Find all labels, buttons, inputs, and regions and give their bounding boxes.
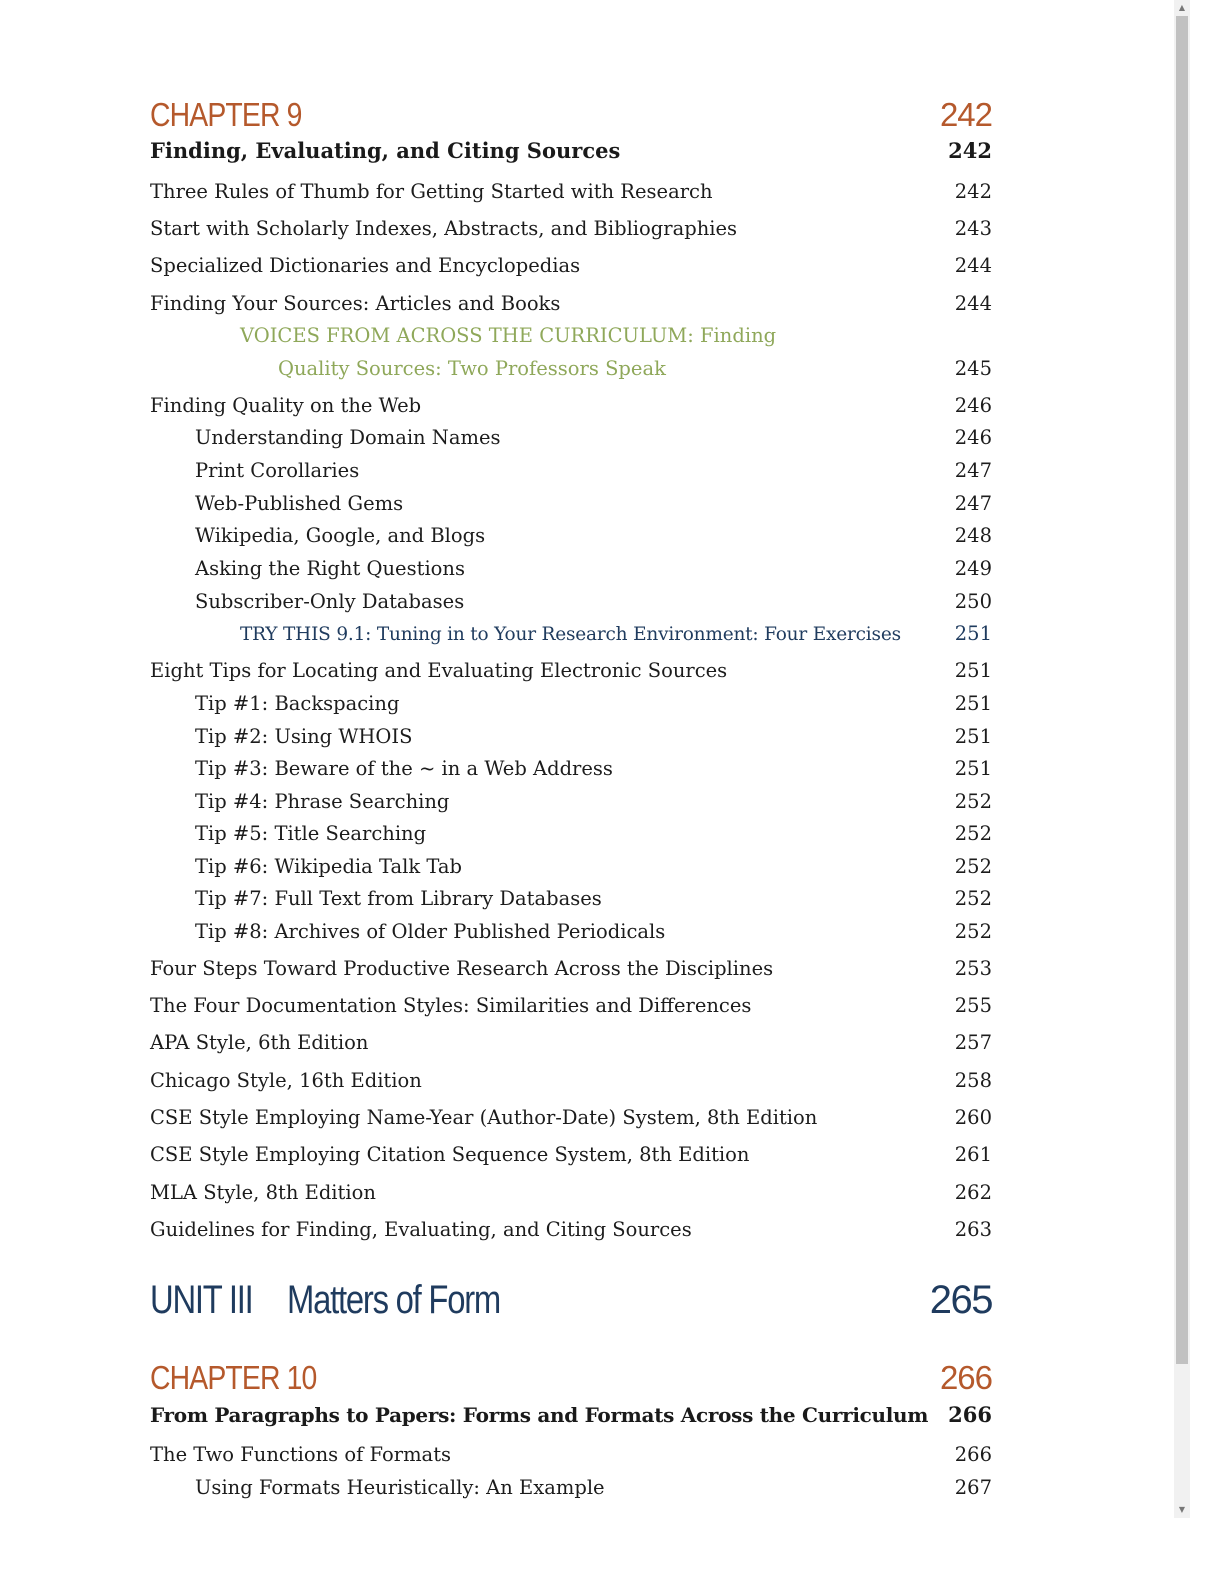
entry-label: CSE Style Employing Name-Year (Author-Date) System, 8th Edition bbox=[150, 1106, 818, 1129]
entry-label: Guidelines for Finding, Evaluating, and Citing Sources bbox=[150, 1218, 692, 1241]
entry-label: The Four Documentation Styles: Similarities and Differences bbox=[150, 994, 752, 1017]
toc-entry[interactable] bbox=[150, 292, 992, 315]
entry-label: CSE Style Employing Citation Sequence System, 8th Edition bbox=[150, 1143, 750, 1166]
toc-subentry[interactable] bbox=[150, 590, 992, 613]
toc-entry[interactable] bbox=[150, 1218, 992, 1241]
toc-entry[interactable] bbox=[150, 957, 992, 980]
unit-page: 265 bbox=[929, 1278, 992, 1322]
toc-entry[interactable] bbox=[150, 1181, 992, 1204]
entry-page: 262 bbox=[954, 1181, 992, 1204]
entry-label: Tip #5: Title Searching bbox=[195, 822, 427, 845]
entry-page: 260 bbox=[954, 1106, 992, 1129]
entry-label: Three Rules of Thumb for Getting Started with Research bbox=[150, 180, 713, 203]
toc-entry[interactable] bbox=[150, 1069, 992, 1092]
toc-entry[interactable] bbox=[150, 217, 992, 240]
toc-subentry[interactable] bbox=[150, 557, 992, 580]
chapter-title-page: 242 bbox=[948, 138, 992, 163]
entry-label: Tip #1: Backspacing bbox=[195, 692, 400, 715]
entry-label: TRY THIS 9.1: Tuning in to Your Research Environment: Four Exercises bbox=[240, 624, 901, 645]
chapter-9-title[interactable] bbox=[150, 138, 992, 163]
entry-page: 247 bbox=[954, 459, 992, 482]
entry-page: 252 bbox=[954, 887, 992, 910]
entry-label: Tip #8: Archives of Older Published Periodicals bbox=[195, 920, 666, 943]
toc-subentry[interactable] bbox=[150, 524, 992, 547]
entry-page: 258 bbox=[954, 1069, 992, 1092]
toc-subentry[interactable] bbox=[150, 822, 992, 845]
entry-label: Tip #4: Phrase Searching bbox=[195, 790, 450, 813]
entry-label: VOICES FROM ACROSS THE CURRICULUM: Finding bbox=[240, 324, 777, 347]
entry-page: 252 bbox=[954, 822, 992, 845]
entry-page: 246 bbox=[954, 394, 992, 417]
entry-label: Tip #7: Full Text from Library Databases bbox=[195, 887, 602, 910]
entry-page: 251 bbox=[954, 725, 992, 748]
toc-subentry[interactable] bbox=[150, 887, 992, 910]
entry-label: The Two Functions of Formats bbox=[150, 1443, 452, 1466]
entry-page: 252 bbox=[954, 855, 992, 878]
unit-3-heading[interactable] bbox=[150, 1278, 992, 1323]
entry-page: 266 bbox=[954, 1443, 992, 1466]
toc-subentry[interactable] bbox=[150, 920, 992, 943]
chapter-label: CHAPTER 10 bbox=[150, 1359, 317, 1396]
entry-label: Print Corollaries bbox=[195, 459, 360, 482]
toc-entry[interactable] bbox=[150, 1443, 992, 1466]
entry-page: 249 bbox=[954, 557, 992, 580]
entry-page: 261 bbox=[954, 1143, 992, 1166]
toc-entry[interactable] bbox=[150, 1106, 992, 1129]
entry-page: 248 bbox=[954, 524, 992, 547]
voices-entry-line-2[interactable] bbox=[150, 357, 992, 380]
entry-page: 251 bbox=[954, 757, 992, 780]
toc-entry[interactable] bbox=[150, 1031, 992, 1054]
entry-label: Finding Quality on the Web bbox=[150, 394, 422, 417]
entry-page: 255 bbox=[954, 994, 992, 1017]
entry-label: Finding Your Sources: Articles and Books bbox=[150, 292, 561, 315]
entry-page: 244 bbox=[954, 254, 992, 277]
entry-label: MLA Style, 8th Edition bbox=[150, 1181, 376, 1204]
entry-label: APA Style, 6th Edition bbox=[150, 1031, 369, 1054]
entry-label: Tip #3: Beware of the ~ in a Web Address bbox=[195, 757, 613, 780]
toc-subentry[interactable] bbox=[150, 757, 992, 780]
chapter-page: 242 bbox=[939, 96, 992, 133]
entry-page: 250 bbox=[954, 590, 992, 613]
entry-page: 244 bbox=[954, 292, 992, 315]
entry-label: Subscriber-Only Databases bbox=[195, 590, 465, 613]
entry-label: Wikipedia, Google, and Blogs bbox=[195, 524, 486, 547]
toc-subentry[interactable] bbox=[150, 492, 992, 515]
unit-heading bbox=[150, 1278, 547, 1323]
chapter-10-title[interactable] bbox=[150, 1402, 992, 1427]
entry-page: 252 bbox=[954, 920, 992, 943]
toc-subentry[interactable] bbox=[150, 790, 992, 813]
chapter-9-heading bbox=[150, 96, 992, 134]
entry-label: Chicago Style, 16th Edition bbox=[150, 1069, 422, 1092]
unit-title: Matters of Form bbox=[287, 1278, 501, 1322]
entry-label: Start with Scholarly Indexes, Abstracts, and Bibliographies bbox=[150, 217, 738, 240]
toc-subentry[interactable] bbox=[150, 1476, 992, 1499]
entry-label: Eight Tips for Locating and Evaluating Electronic Sources bbox=[150, 659, 728, 682]
entry-page: 246 bbox=[954, 426, 992, 449]
toc-entry[interactable] bbox=[150, 254, 992, 277]
entry-page: 251 bbox=[954, 692, 992, 715]
entry-page: 263 bbox=[954, 1218, 992, 1241]
scrollbar-thumb[interactable] bbox=[1176, 16, 1188, 1364]
scroll-up-icon[interactable]: ▲ bbox=[1178, 3, 1186, 12]
toc-entry[interactable] bbox=[150, 394, 992, 417]
chapter-title: Finding, Evaluating, and Citing Sources bbox=[150, 138, 621, 163]
entry-page: 253 bbox=[954, 957, 992, 980]
entry-label: Web-Published Gems bbox=[195, 492, 404, 515]
entry-page: 247 bbox=[954, 492, 992, 515]
entry-label: Quality Sources: Two Professors Speak bbox=[278, 357, 666, 380]
toc-subentry[interactable] bbox=[150, 725, 992, 748]
entry-page: 243 bbox=[954, 217, 992, 240]
try-this-entry[interactable] bbox=[150, 622, 992, 645]
scroll-down-icon[interactable]: ▼ bbox=[1178, 1505, 1186, 1514]
toc-entry[interactable] bbox=[150, 1143, 992, 1166]
toc-subentry[interactable] bbox=[150, 459, 992, 482]
entry-page: 251 bbox=[954, 659, 992, 682]
toc-subentry[interactable] bbox=[150, 692, 992, 715]
entry-label: Understanding Domain Names bbox=[195, 426, 501, 449]
unit-label: UNIT III bbox=[150, 1278, 253, 1322]
toc-subentry[interactable] bbox=[150, 426, 992, 449]
entry-page: 257 bbox=[954, 1031, 992, 1054]
toc-subentry[interactable] bbox=[150, 855, 992, 878]
chapter-page: 266 bbox=[939, 1359, 992, 1396]
entry-label: Asking the Right Questions bbox=[195, 557, 465, 580]
chapter-title: From Paragraphs to Papers: Forms and Formats Across the Curriculum bbox=[150, 1403, 929, 1427]
entry-page: 242 bbox=[954, 180, 992, 203]
entry-label: Tip #6: Wikipedia Talk Tab bbox=[195, 855, 462, 878]
entry-label: Specialized Dictionaries and Encyclopedias bbox=[150, 254, 581, 277]
voices-entry-line-1[interactable] bbox=[150, 324, 992, 347]
entry-label: Four Steps Toward Productive Research Across the Disciplines bbox=[150, 957, 774, 980]
entry-page: 252 bbox=[954, 790, 992, 813]
entry-page: 245 bbox=[954, 357, 992, 380]
entry-page: 267 bbox=[954, 1476, 992, 1499]
toc-entry[interactable] bbox=[150, 180, 992, 203]
toc-entry[interactable] bbox=[150, 659, 992, 682]
chapter-label: CHAPTER 9 bbox=[150, 96, 302, 133]
vertical-scrollbar[interactable] bbox=[1174, 0, 1190, 1518]
entry-label: Using Formats Heuristically: An Example bbox=[195, 1476, 605, 1499]
entry-page: 251 bbox=[954, 622, 992, 645]
chapter-title-page: 266 bbox=[948, 1402, 992, 1427]
entry-label: Tip #2: Using WHOIS bbox=[195, 725, 413, 748]
chapter-10-heading bbox=[150, 1359, 992, 1397]
toc-entry[interactable] bbox=[150, 994, 992, 1017]
